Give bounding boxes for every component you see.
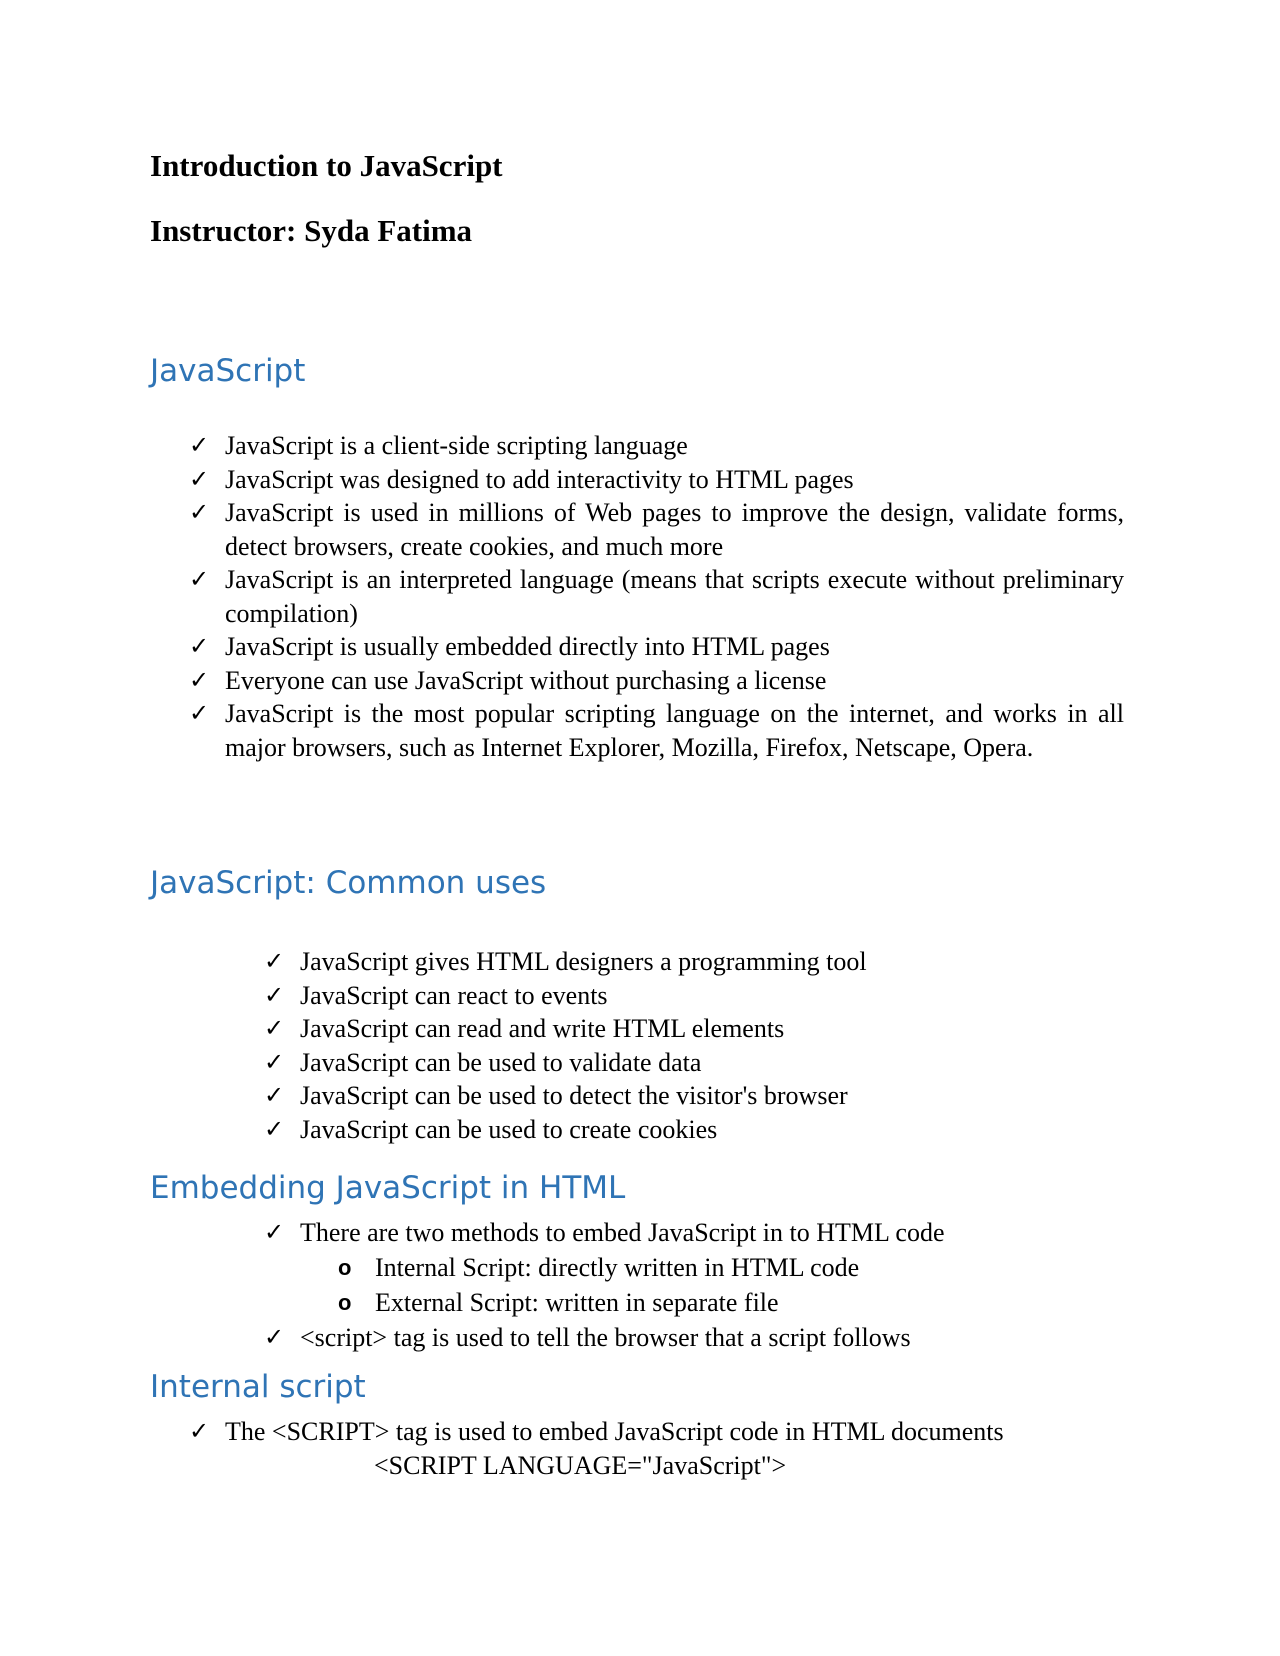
embedding-list-bottom xyxy=(264,1321,1124,1355)
list-item: ✓ There are two methods to embed JavaScript in to HTML code xyxy=(264,1216,1124,1250)
list-item: ✓ JavaScript is an interpreted language (means that scripts execute without preliminary compilation) xyxy=(189,565,1124,628)
list-item: ✓ JavaScript is usually embedded directly into HTML pages xyxy=(189,630,1124,664)
checkmark-icon: ✓ xyxy=(189,464,210,493)
list-item: ✓ JavaScript can read and write HTML elements xyxy=(264,1012,1124,1046)
checkmark-icon: ✓ xyxy=(264,1114,285,1143)
checkmark-icon: ✓ xyxy=(189,632,210,660)
instructor-line: Instructor: Syda Fatima xyxy=(150,213,473,248)
checkmark-icon: ✓ xyxy=(264,1081,285,1109)
embedding-list-top xyxy=(264,1216,1124,1250)
list-item: ✓ JavaScript was designed to add interactivity to HTML pages xyxy=(189,463,1124,497)
section-heading-embedding: Embedding JavaScript in HTML xyxy=(150,1170,626,1206)
checkmark-icon: ✓ xyxy=(189,565,210,593)
javascript-feature-list xyxy=(189,429,1124,764)
list-item: ✓ JavaScript is a client-side scripting language xyxy=(189,429,1124,463)
list-item: ✓ Everyone can use JavaScript without purchasing a license xyxy=(189,664,1124,698)
list-item: ✓ JavaScript can react to events xyxy=(264,979,1124,1013)
checkmark-icon: ✓ xyxy=(264,1014,285,1042)
checkmark-icon: ✓ xyxy=(264,980,285,1009)
checkmark-icon: ✓ xyxy=(264,1218,285,1246)
internal-script-list xyxy=(189,1415,1124,1449)
checkmark-icon: ✓ xyxy=(189,498,210,526)
embedding-methods-sublist xyxy=(338,1250,859,1320)
section-heading-javascript: JavaScript xyxy=(150,353,306,389)
list-item: ✓ The <SCRIPT> tag is used to embed JavaScript code in HTML documents xyxy=(189,1415,1124,1449)
common-uses-list xyxy=(264,945,1124,1146)
section-heading-common-uses: JavaScript: Common uses xyxy=(150,865,547,901)
list-item: ✓ JavaScript is used in millions of Web pages to improve the design, validate forms, detect browsers, create cookies, and much more xyxy=(189,498,1124,561)
checkmark-icon: ✓ xyxy=(264,947,285,975)
checkmark-icon: ✓ xyxy=(264,1047,285,1076)
checkmark-icon: ✓ xyxy=(264,1323,285,1351)
circle-bullet-icon: o xyxy=(338,1255,352,1280)
document-title: Introduction to JavaScript xyxy=(150,148,503,183)
list-item: o External Script: written in separate file xyxy=(338,1285,859,1320)
list-item: ✓ JavaScript can be used to detect the visitor's browser xyxy=(264,1079,1124,1113)
checkmark-icon: ✓ xyxy=(189,1417,210,1445)
list-item: ✓ <script> tag is used to tell the browser that a script follows xyxy=(264,1321,1124,1355)
list-item: o Internal Script: directly written in HTML code xyxy=(338,1250,859,1285)
script-tag-code-example: <SCRIPT LANGUAGE="JavaScript"> xyxy=(374,1451,787,1480)
circle-bullet-icon: o xyxy=(338,1290,352,1315)
list-item: ✓ JavaScript is the most popular scripting language on the internet, and works in all major browsers, such as Internet Explorer, Mozilla, Firefox, Netscape, Opera. xyxy=(189,699,1124,762)
list-item: ✓ JavaScript can be used to validate data xyxy=(264,1046,1124,1080)
checkmark-icon: ✓ xyxy=(189,665,210,694)
checkmark-icon: ✓ xyxy=(189,699,210,727)
list-item: ✓ JavaScript gives HTML designers a programming tool xyxy=(264,945,1124,979)
section-heading-internal-script: Internal script xyxy=(150,1369,366,1405)
checkmark-icon: ✓ xyxy=(189,431,210,459)
list-item: ✓ JavaScript can be used to create cookies xyxy=(264,1113,1124,1147)
